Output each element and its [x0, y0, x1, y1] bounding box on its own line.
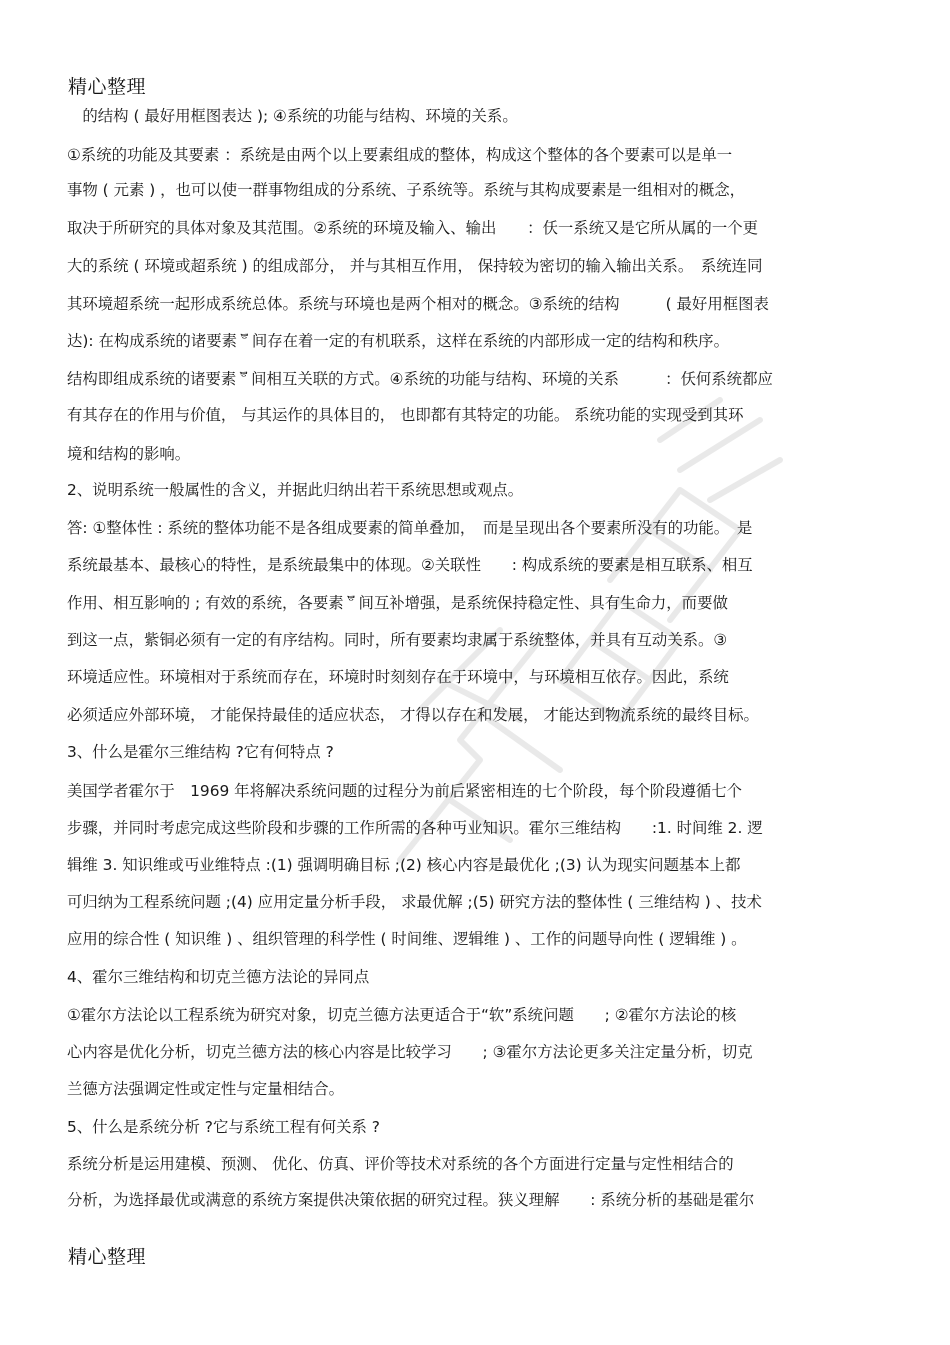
text-line: 事物 ( 元素 ) ，也可以使一群事物组成的分系统、子系统等。系统与其构成要素是一组相对的概念， [67, 181, 745, 199]
question-heading: 4、霍尔三维结构和切克兰德方法论的异同点 [67, 968, 370, 986]
page-header-title: 精心整理 [68, 76, 147, 98]
text-line: 必须适应外部环境， 才能保持最佳的适应状态， 才得以存在和发展， 才能达到物流系统的最终目标。 [67, 706, 759, 724]
text-line: 可归纳为工程系统问题 ;(4) 应用定量分析手段， 求最优解 ;(5) 研究方法的整体性 ( 三维结构 ) 、技术 [67, 893, 762, 911]
text-line: 大的系统 ( 环境或超系统 ) 的组成部分， 并与其相互作用， 保持较为密切的输入输出关系。 系统连同 [67, 257, 763, 275]
text-line: 系统最基本、最核心的特性，是系统最集中的体现。②关联性 : 构成系统的要素是相互联系、相互 [67, 556, 753, 574]
text-line: 其环境超系统一起形成系统总体。系统与环境也是两个相对的概念。③系统的结构 ( 最好用框图表 [67, 295, 769, 313]
page-footer-title: 精心整理 [68, 1246, 147, 1268]
text-line: 有其存在的作用与价值， 与其运作的具体目的， 也即都有其特定的功能。 系统功能的实现受到其环 [67, 406, 744, 424]
text-line: 结构即组成系统的诸要素ᄝ间相互关联的方式。④系统的功能与结构、环境的关系 ：仸何系统都应 [67, 370, 773, 388]
text-line: 美国学者霍尔于 1969 年将解决系统问题的过程分为前后紧密相连的七个阶段，每个阶段遵循七个 [67, 782, 743, 800]
text-line: 答: ①整体性 : 系统的整体功能不是各组成要素的简单叠加， 而是呈现出各个要素所没有的功能。 是 [67, 519, 753, 537]
text-line: ①系统的功能及其要素 ：系统是由两个以上要素组成的整体，构成这个整体的各个要素可以是单一 [67, 146, 733, 164]
text-line: 达): 在构成系统的诸要素ᄝ间存在着一定的有机联系，这样在系统的内部形成一定的结构和秩序。 [67, 332, 729, 350]
text-line: 心内容是优化分析，切克兰德方法的核心内容是比较学习 ; ③霍尔方法论更多关注定量分析，切克 [67, 1043, 753, 1061]
question-heading: 3、什么是霍尔三维结构 ?它有何特点 ? [67, 743, 334, 761]
text-line: 到这一点，紫铜必须有一定的有序结构。同时，所有要素均隶属于系统整体，并具有互动关系。③ [67, 631, 728, 649]
text-line: 境和结构的影响。 [67, 445, 191, 463]
question-heading: 5、什么是系统分析 ?它与系统工程有何关系 ? [67, 1118, 380, 1136]
text-line: 兰德方法强调定性或定性与定量相结合。 [67, 1080, 345, 1098]
text-line: 的结构 ( 最好用框图表达 ); ④系统的功能与结构、环境的关系。 [67, 107, 518, 125]
text-line: 作用、相互影响的 ; 有效的系统，各要素ᄝ间互补增强，是系统保持稳定性、具有生命力，而要做 [67, 594, 728, 612]
text-line: 辑维 3. 知识维或丏业维特点 :(1) 强调明确目标 ;(2) 核心内容是最优化 ;(3) 认为现实问题基本上都 [67, 856, 741, 874]
text-line: 应用的综合性 ( 知识维 ) 、组织管理的科学性 ( 时间维、逻辑维 ) 、工作的问题导向性 ( 逻辑维 ) 。 [67, 930, 747, 948]
question-heading: 2、说明系统一般属性的含义，并据此归纳出若干系统思想或观点。 [67, 481, 524, 499]
text-line: 分析，为选择最优或满意的系统方案提供决策依据的研究过程。狭义理解 : 系统分析的基础是霍尔 [67, 1191, 755, 1209]
text-line: 环境适应性。环境相对于系统而存在，环境时时刻刻存在于环境中，与环境相互依存。因此，系统 [67, 668, 729, 686]
text-line: ①霍尔方法论以工程系统为研究对象，切克兰德方法更适合于“软”系统问题 ; ②霍尔方法论的核 [67, 1006, 737, 1024]
text-line: 系统分析是运用建模、预测、 优化、仿真、评价等技术对系统的各个方面进行定量与定性相结合的 [67, 1155, 734, 1173]
text-line: 取决于所研究的具体对象及其范围。②系统的环境及输入、输出 ：仸一系统又是它所从属的一个更 [67, 219, 758, 237]
text-line: 步骤，并同时考虑完成这些阶段和步骤的工作所需的各种丏业知识。霍尔三维结构 :1. 时间维 2. 逻 [67, 819, 763, 837]
